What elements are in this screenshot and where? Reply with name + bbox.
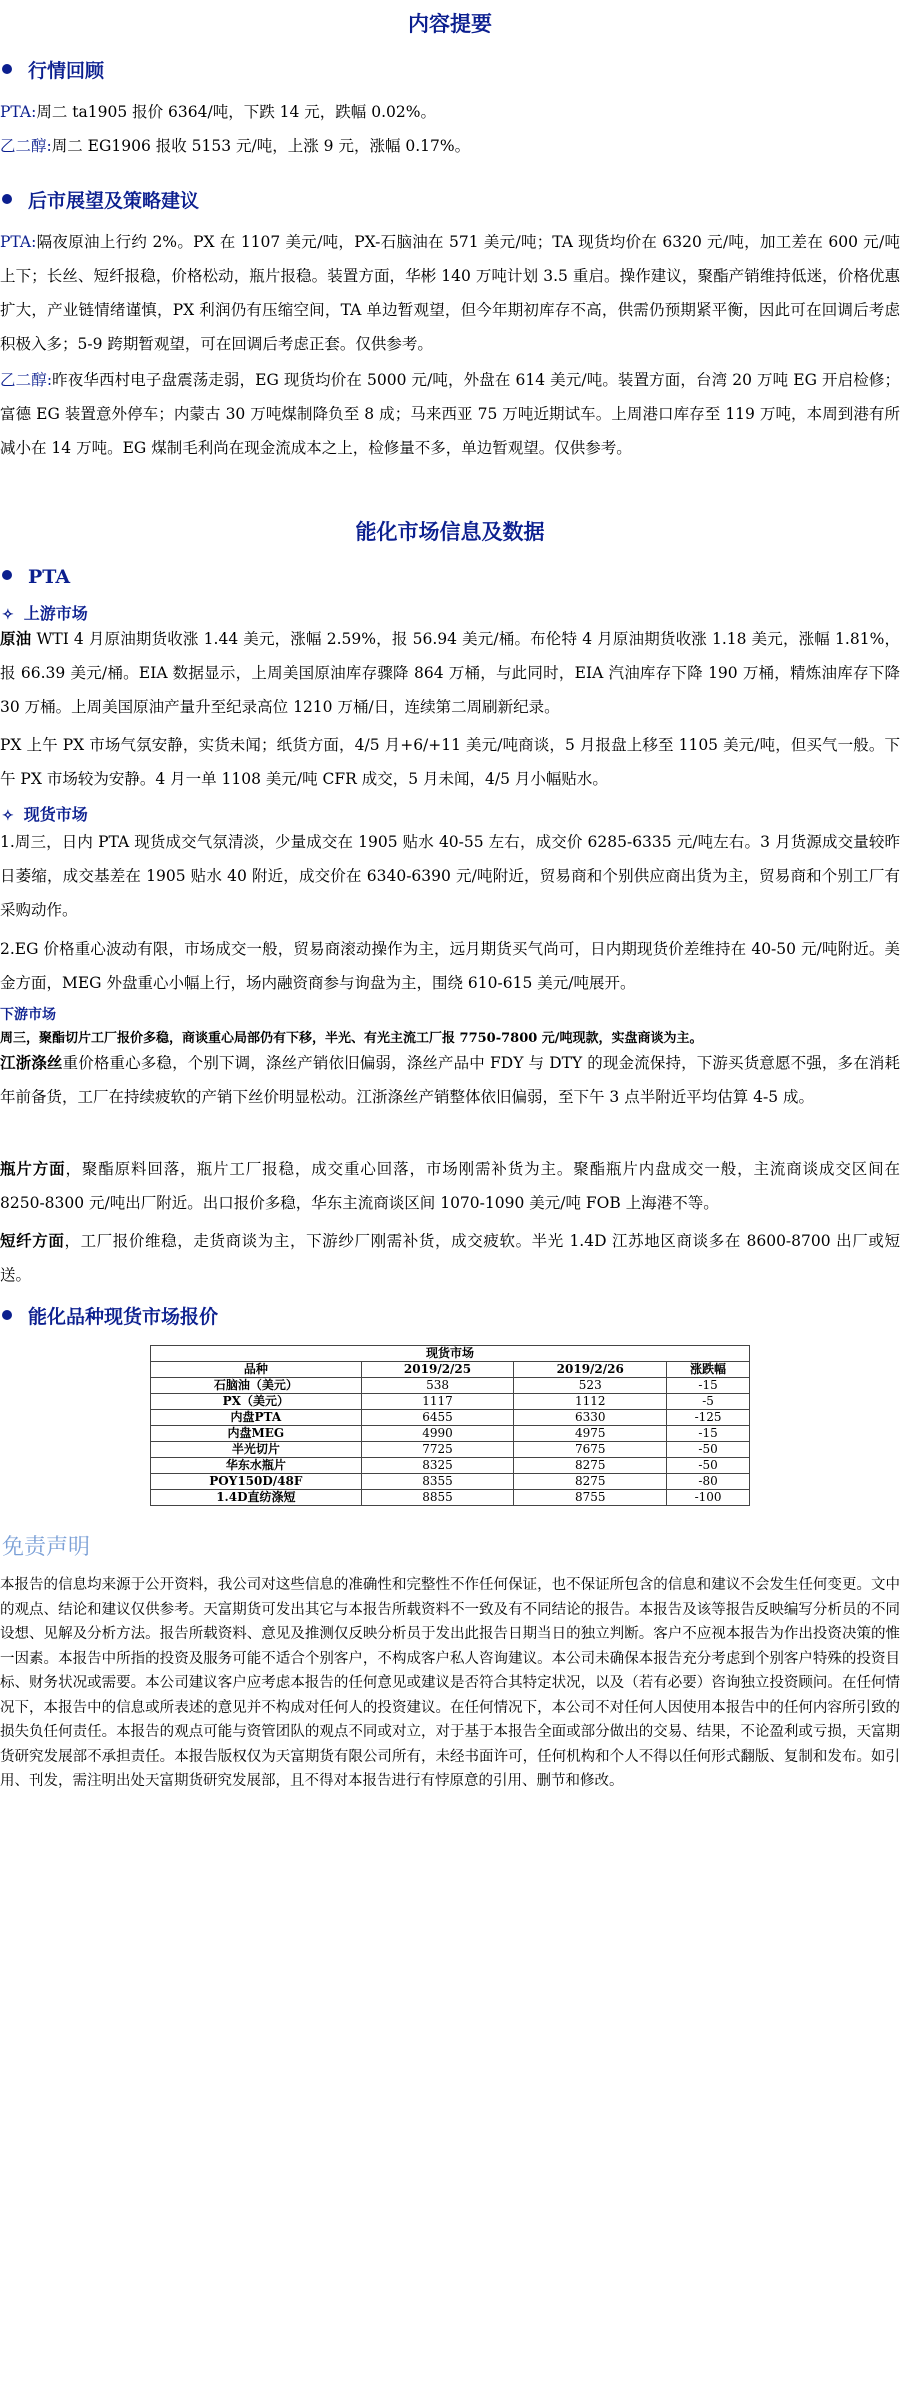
table-cell: 7675 [514, 1442, 667, 1458]
spot-paragraph-2: 2.EG 价格重心波动有限，市场成交一般，贸易商滚动操作为主，远月期货买气尚可，日内期现货价差维持在 40-50 元/吨附近。美金方面，MEG 外盘重心小幅上行，场内融资商参与询盘为主，围绕 610-615 美元/吨展开。 [0, 940, 900, 992]
table-cell: 1117 [361, 1394, 514, 1410]
staple-paragraph [0, 1224, 900, 1292]
table-row [151, 1474, 750, 1490]
crude-text: WTI 4 月原油期货收涨 1.44 美元，涨幅 2.59%，报 56.94 美元/桶。布伦特 4 月原油期货收涨 1.18 美元，涨幅 1.81%，报 66.39 美元/桶。EIA 数据显示，上周美国原油库存骤降 864 万桶，与此同时，EIA 汽油库存下降 190 万桶，精炼油库存下降 30 万桶。上周美国原油产量升至纪录高位 1210 万桶/日，连续第二周刷新纪录。 [0, 630, 900, 716]
table-cell: 8275 [514, 1474, 667, 1490]
outlook-pta-label: PTA: [0, 233, 37, 251]
staple-text: ，工厂报价维稳，走货商谈为主，下游纱厂刚需补货，成交疲软。半光 1.4D 江苏地区商谈多在 8600-8700 出厂或短送。 [0, 1232, 900, 1284]
spot-heading-text: 现货市场 [23, 805, 88, 824]
quote-heading [2, 1302, 218, 1329]
bullet-dot-icon [2, 570, 12, 580]
spot-paragraph-1: 1.周三，日内 PTA 现货成交气氛清淡，少量成交在 1905 贴水 40-55 左右，成交价 6285-6335 元/吨左右。3 月货源成交量较昨日萎缩，成交基差在 1905 贴水 40 附近，成交价在 6340-6390 元/吨附近，贸易商和个别供应商出货为主，贸易商和个别工厂有采购动作。 [0, 833, 900, 919]
review-heading [2, 56, 104, 83]
table-cell: -5 [667, 1394, 750, 1410]
review-eg-label: 乙二醇: [0, 137, 52, 155]
outlook-eg-label: 乙二醇: [0, 371, 53, 389]
table-cell: 7725 [361, 1442, 514, 1458]
quote-table-title: 现货市场 [151, 1346, 750, 1362]
review-heading-text: 行情回顾 [28, 60, 105, 82]
upstream-heading-text: 上游市场 [23, 604, 88, 623]
quote-heading-text: 能化品种现货市场报价 [28, 1306, 219, 1328]
bottle-text: ，聚酯原料回落，瓶片工厂报稳，成交重心回落，市场刚需补货为主。聚酯瓶片内盘成交一般，主流商谈成交区间在 8250-8300 元/吨出厂附近。出口报价多稳，华东主流商谈区间 1070-1090 美元/吨 FOB 上海港不等。 [0, 1160, 900, 1212]
table-cell: -125 [667, 1410, 750, 1426]
table-cell: 8355 [361, 1474, 514, 1490]
bullet-dot-icon [2, 64, 12, 74]
col-header: 2019/2/26 [514, 1362, 667, 1378]
table-row [151, 1394, 750, 1410]
crude-paragraph [0, 622, 900, 724]
col-header: 涨跌幅 [667, 1362, 750, 1378]
table-cell: 4975 [514, 1426, 667, 1442]
market-title: 能化市场信息及数据 [355, 519, 545, 544]
table-cell: 6455 [361, 1410, 514, 1426]
upstream-heading [2, 601, 88, 624]
jiangzhe-label: 江浙涤丝 [0, 1053, 63, 1072]
table-cell: 523 [514, 1378, 667, 1394]
outlook-heading [2, 186, 199, 213]
table-cell: -100 [667, 1490, 750, 1506]
table-cell: 8855 [361, 1490, 514, 1506]
table-cell: 1112 [514, 1394, 667, 1410]
diamond-icon: ✧ [2, 607, 14, 623]
review-eg-text: 周二 EG1906 报收 5153 元/吨，上涨 9 元，涨幅 0.17%。 [51, 137, 471, 155]
review-eg [0, 129, 900, 163]
table-cell: 华东水瓶片 [151, 1458, 362, 1474]
table-cell: 1.4D直纺涤短 [151, 1490, 362, 1506]
table-row [151, 1426, 750, 1442]
table-cell: 4990 [361, 1426, 514, 1442]
spot-heading [2, 802, 88, 825]
quote-table-body [151, 1378, 750, 1506]
downstream-heading: 下游市场 [0, 1007, 56, 1023]
table-cell: -50 [667, 1442, 750, 1458]
table-cell: 8275 [514, 1458, 667, 1474]
downstream-note: 周三，聚酯切片工厂报价多稳，商谈重心局部仍有下移，半光、有光主流工厂报 7750-7800 元/吨现款，实盘商谈为主。 [0, 1031, 703, 1046]
review-pta-label: PTA: [0, 103, 37, 121]
table-cell: -50 [667, 1458, 750, 1474]
outlook-heading-text: 后市展望及策略建议 [28, 190, 200, 212]
table-cell: -15 [667, 1426, 750, 1442]
pta-section-heading-text: PTA [28, 566, 71, 588]
table-cell: 538 [361, 1378, 514, 1394]
outlook-eg-text: 昨夜华西村电子盘震荡走弱，EG 现货均价在 5000 元/吨，外盘在 614 美元/吨。装置方面，台湾 20 万吨 EG 开启检修；富德 EG 装置意外停车；内蒙古 30 万吨煤制降负至 8 成；马来西亚 75 万吨近期试车。上周港口库存至 119 万吨，本周到港有所减小在 14 万吨。EG 煤制毛利尚在现金流成本之上，检修量不多，单边暂观望。仅供参考。 [0, 371, 900, 457]
table-cell: -15 [667, 1378, 750, 1394]
bottle-paragraph [0, 1152, 900, 1220]
table-cell: 8325 [361, 1458, 514, 1474]
bullet-dot-icon [2, 194, 12, 204]
diamond-icon: ✧ [2, 808, 14, 824]
table-row [151, 1410, 750, 1426]
table-cell: 8755 [514, 1490, 667, 1506]
jiangzhe-text: 重价格重心多稳，个别下调，涤丝产销依旧偏弱，涤丝产品中 FDY 与 DTY 的现金流保持，下游买货意愿不强，多在消耗年前备货，工厂在持续疲软的产销下丝价明显松动。江浙涤丝产销整体依旧偏弱，至下午 3 点半附近平均估算 4-5 成。 [0, 1054, 900, 1106]
outlook-pta [0, 225, 900, 361]
quote-table [150, 1345, 750, 1506]
col-header: 2019/2/25 [361, 1362, 514, 1378]
table-row [151, 1442, 750, 1458]
disclaimer-text: 本报告的信息均来源于公开资料，我公司对这些信息的准确性和完整性不作任何保证，也不保证所包含的信息和建议不会发生任何变更。文中的观点、结论和建议仅供参考。天富期货可发出其它与本报告所载资料不一致及有不同结论的报告。本报告及该等报告反映编写分析员的不同设想、见解及分析方法。报告所载资料、意见及推测仅反映分析员于发出此报告日期当日的独立判断。客户不应视本报告为作出投资决策的惟一因素。本报告中所指的投资及服务可能不适合个别客户，不构成客户私人咨询建议。本公司未确保本报告充分考虑到个别客户特殊的投资目标、财务状况或需要。本公司建议客户应考虑本报告的任何意见或建议是否符合其特定状况，以及（若有必要）咨询独立投资顾问。在任何情况下，本报告中的信息或所表述的意见并不构成对任何人的投资建议。在任何情况下，本公司不对任何人因使用本报告中的任何内容所引致的损失负任何责任。本报告的观点可能与资管团队的观点不同或对立，对于基于本报告全面或部分做出的交易、结果，不论盈利或亏损，天富期货研究发展部不承担责任。本报告版权仅为天富期货有限公司所有，未经书面许可，任何机构和个人不得以任何形式翻版、复制和发布。如引用、刊发，需注明出处天富期货研究发展部，且不得对本报告进行有悖原意的引用、删节和修改。 [0, 1577, 900, 1789]
table-cell: 石脑油（美元） [151, 1378, 362, 1394]
quote-table-header-row [151, 1362, 750, 1378]
pta-section-heading [2, 566, 70, 588]
jiangzhe-paragraph [0, 1046, 900, 1114]
bottle-label: 瓶片方面 [0, 1159, 66, 1178]
table-row [151, 1378, 750, 1394]
table-cell: 6330 [514, 1410, 667, 1426]
table-cell: 内盘PTA [151, 1410, 362, 1426]
review-pta-text: 周二 ta1905 报价 6364/吨，下跌 14 元，跌幅 0.02%。 [36, 103, 436, 121]
table-row [151, 1458, 750, 1474]
col-header: 品种 [151, 1362, 362, 1378]
table-cell: POY150D/48F [151, 1474, 362, 1490]
table-row [151, 1490, 750, 1506]
outlook-eg [0, 363, 900, 465]
summary-title: 内容提要 [408, 11, 492, 36]
table-cell: -80 [667, 1474, 750, 1490]
review-pta [0, 95, 900, 129]
table-cell: 半光切片 [151, 1442, 362, 1458]
bullet-dot-icon [2, 1310, 12, 1320]
table-cell: PX（美元） [151, 1394, 362, 1410]
outlook-pta-text: 隔夜原油上行约 2%。PX 在 1107 美元/吨，PX-石脑油在 571 美元/吨；TA 现货均价在 6320 元/吨，加工差在 600 元/吨上下；长丝、短纤报稳，价格松动，瓶片报稳。装置方面，华彬 140 万吨计划 3.5 重启。操作建议，聚酯产销维持低迷，价格优惠扩大，产业链情绪谨慎，PX 利润仍有压缩空间，TA 单边暂观望，但今年期初库存不高，供需仍预期紧平衡，因此可在回调后考虑积极入多；5-9 跨期暂观望，可在回调后考虑正套。仅供参考。 [0, 233, 900, 353]
table-cell: 内盘MEG [151, 1426, 362, 1442]
staple-label: 短纤方面 [0, 1231, 65, 1250]
crude-label: 原油 [0, 629, 32, 648]
px-paragraph: PX 上午 PX 市场气氛安静，实货未闻；纸货方面，4/5 月+6/+11 美元/吨商谈，5 月报盘上移至 1105 美元/吨，但买气一般。下午 PX 市场较为安静。4 月一单 1108 美元/吨 CFR 成交，5 月未闻，4/5 月小幅贴水。 [0, 736, 900, 788]
disclaimer-title: 免责声明 [2, 1535, 91, 1560]
